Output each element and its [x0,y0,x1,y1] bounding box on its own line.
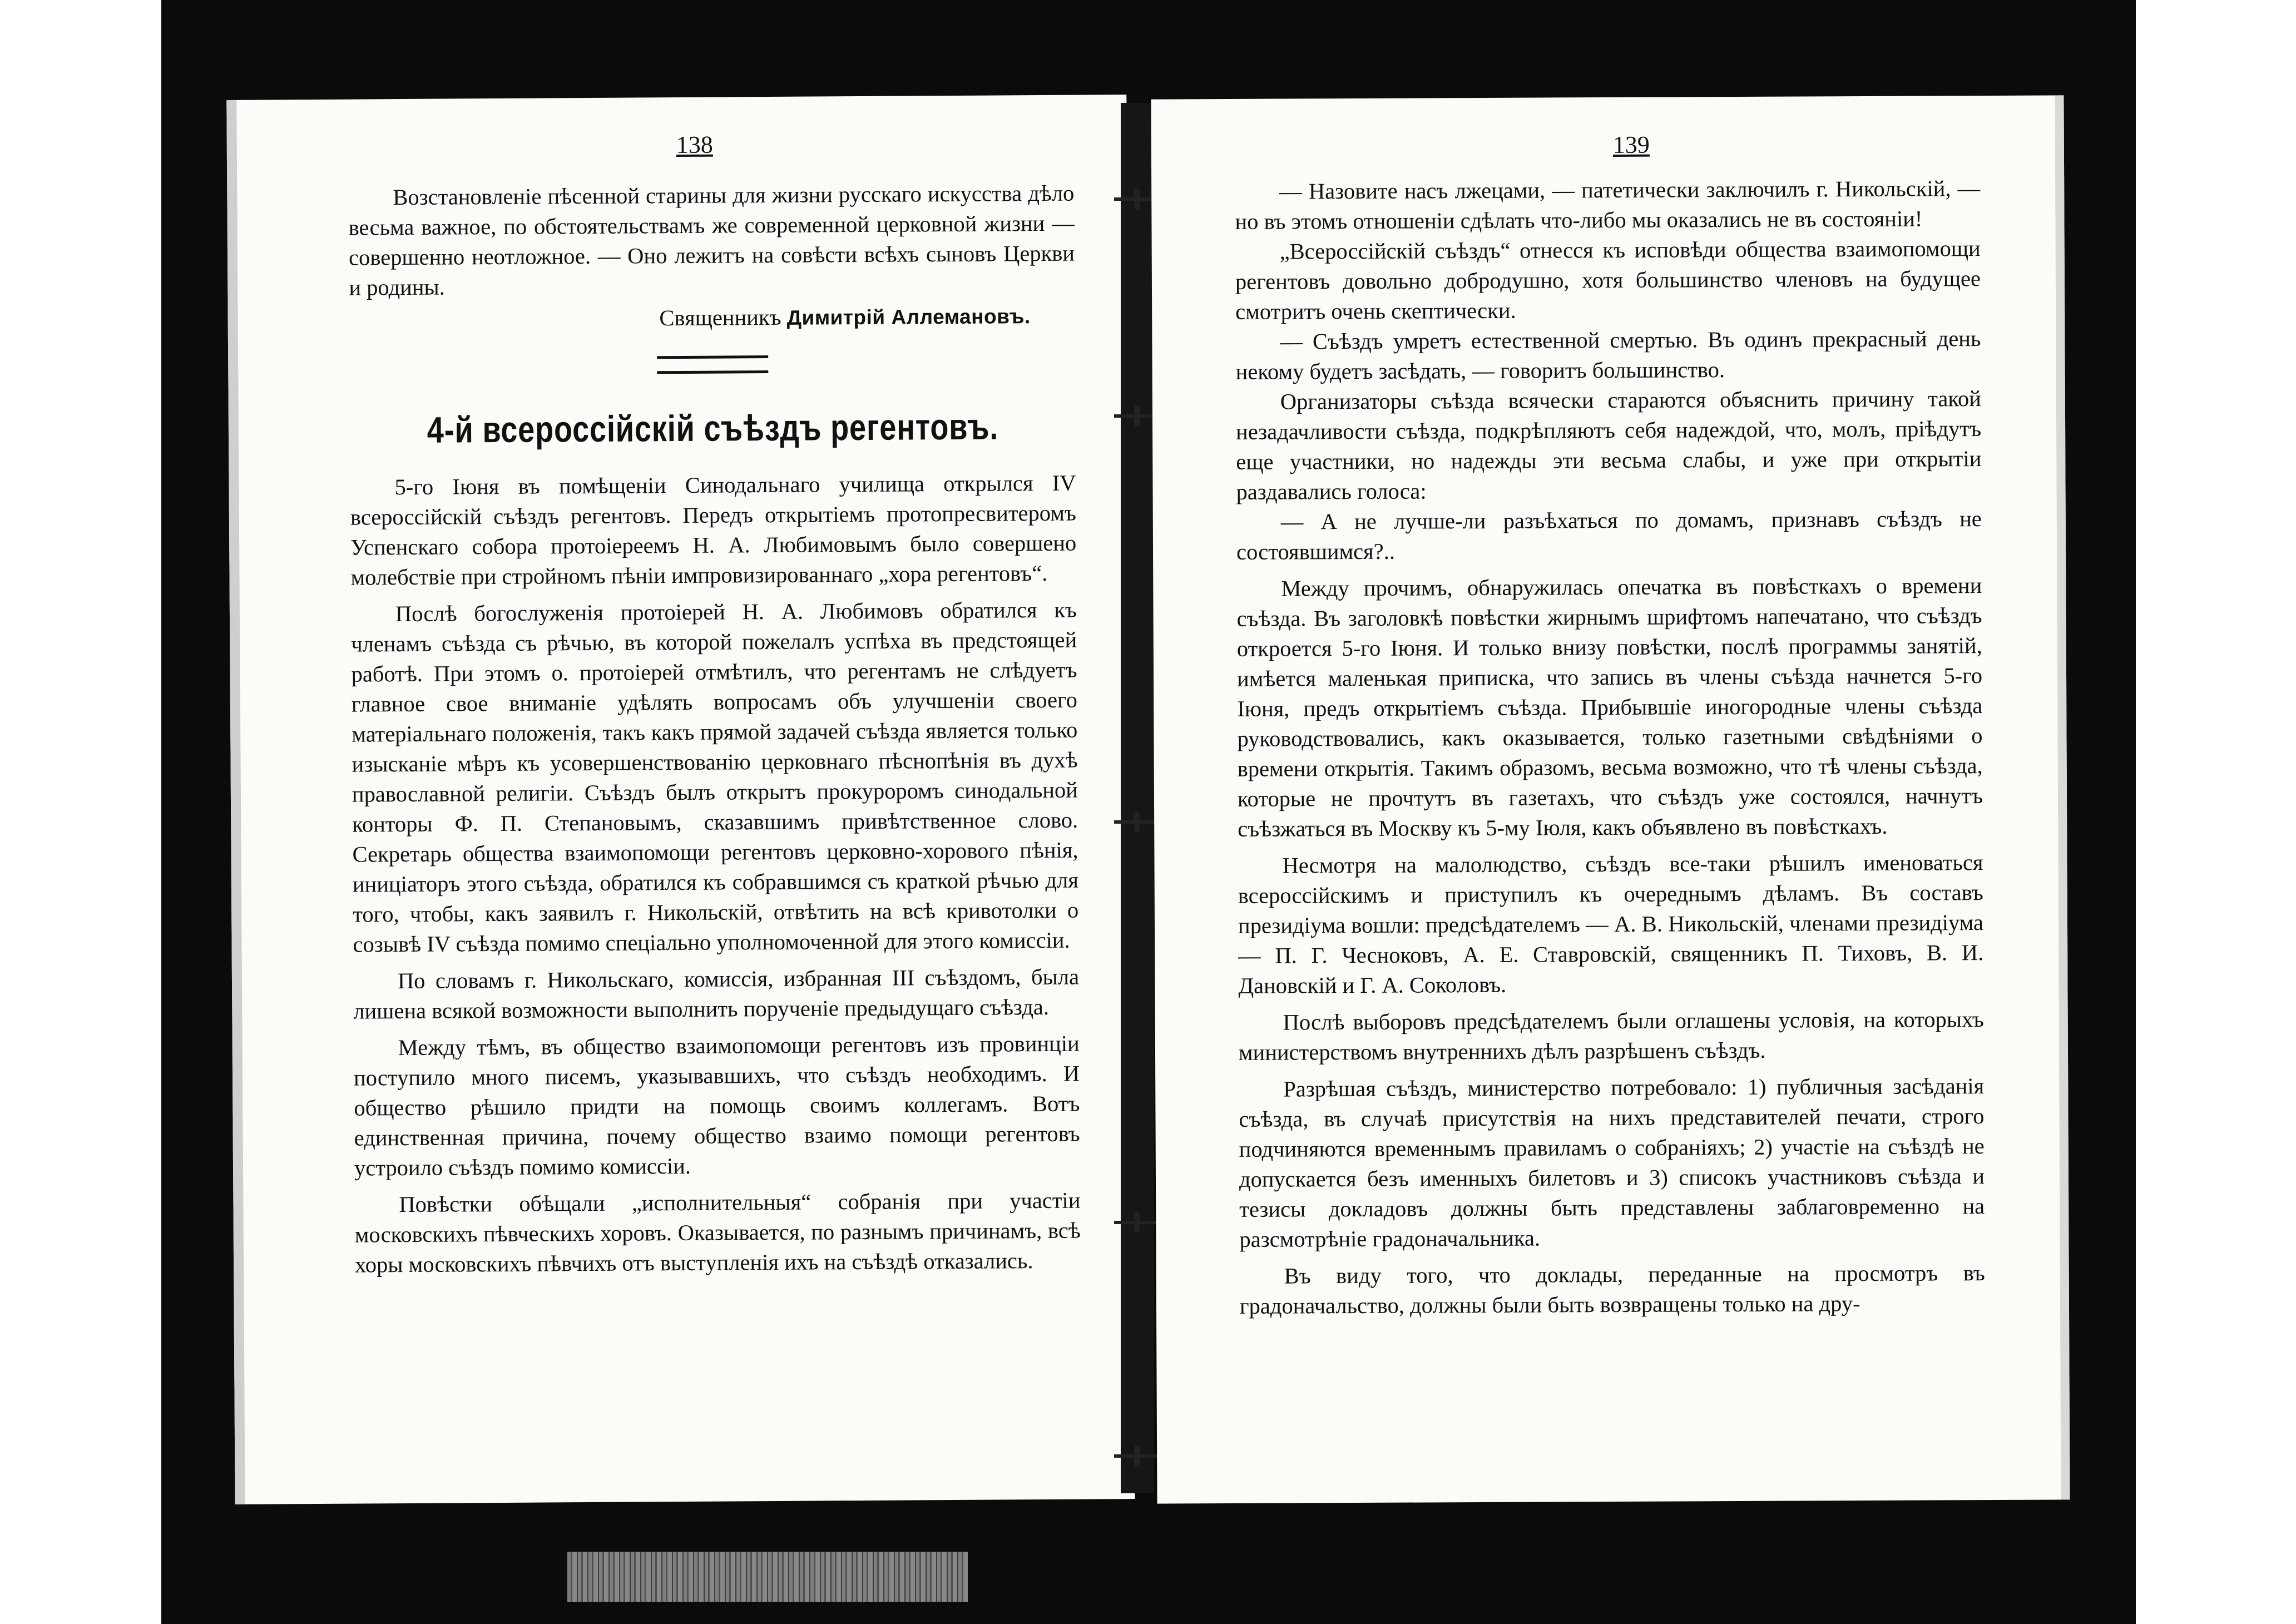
page-number-left: 138 [676,131,713,159]
paragraph: Разрѣшая съѣздъ, министерство потребовало: 1) публичныя засѣданія съѣзда, въ случаѣ присутствія на нихъ представителей печати, строго подчиняются временнымъ правиламъ о собраніяхъ; 2) участіе на съѣздѣ не допускается безъ именныхъ билетовъ и 3) списокъ участниковъ съѣзда и тезисы докладовъ должны быть представлены заблаговременно на разсмотрѣніе градоначальника. [1239,1073,1985,1252]
paragraph: По словамъ г. Никольскаго, комиссія, избранная III съѣздомъ, была лишена всякой возможности выполнить порученіе предыдущаго съѣзда. [353,964,1080,1024]
signature-name: Димитрій Аллемановъ. [786,305,1031,329]
right-page [1151,95,2070,1503]
binding-stitch [1114,1221,1161,1224]
paragraph: Между тѣмъ, въ общество взаимопомощи регентовъ изъ провинціи поступило много писемъ, указывавшихъ, что съѣздъ необходимъ. И общество рѣшило придти на помощь своимъ коллегамъ. Вотъ единственная причина, почему общество взаимо помощи регентовъ устроило съѣздъ помимо комиссіи. [353,1031,1080,1181]
open-book-spread [231,97,2058,1502]
article-title: 4-й всероссійскій съѣздъ регентовъ. [427,405,999,450]
paragraph: Послѣ выборовъ предсѣдателемъ были оглашены условія, на которыхъ министерствомъ внутреннихъ дѣлъ разрѣшенъ съѣздъ. [1238,1007,1984,1065]
right-page-text [1235,174,1985,1321]
paragraph: 5-го Іюня въ помѣщеніи Синодальнаго училища открылся IV всероссійскій съѣздъ регентовъ. Передъ открытіемъ протопресвитеромъ Успенскаго собора протоіереемъ Н. А. Любимовымъ было совершено молебствіе при стройномъ пѣніи импровизированнаго „хора регентовъ“. [350,470,1077,590]
paragraph: — А не лучше-ли разъѣхаться по домамъ, признавъ съѣздъ не состоявшимся?.. [1236,506,1982,565]
binding-stitch [1114,1454,1161,1458]
page-number-right: 139 [1612,131,1650,159]
paragraph: Послѣ богослуженія протоіерей Н. А. Любимовъ обратился къ членамъ съѣзда съ рѣчью, въ которой пожелалъ успѣха въ предстоящей работѣ. При этомъ о. протоіерей отмѣтилъ, что регентамъ не слѣдуетъ главное свое вниманіе удѣлять вопросамъ объ улучшеніи своего матеріальнаго положенія, такъ какъ прямой задачей съѣзда является только изысканіе мѣръ къ усовершенствованію церковнаго пѣснопѣнія въ духѣ православной религіи. Съѣздъ былъ открытъ прокуроромъ синодальной конторы Ф. П. Степановымъ, сказавшимъ привѣтственное слово. Секретарь общества взаимопомощи регентовъ церковно-хорового пѣнія, иниціаторъ этого съѣзда, обратился къ собравшимся съ краткой рѣчью для того, чтобы, какъ заявилъ г. Никольскій, отвѣтить на всѣ кривотолки о созывѣ IV съѣзда помимо спеціально уполномоченной для этого комиссіи. [351,597,1079,957]
paragraph: Повѣстки обѣщали „исполнительныя“ собранія при участіи московскихъ пѣвческихъ хоровъ. Оказывается, по разнымъ причинамъ, всѣ хоры московскихъ пѣвчихъ отъ выступленія ихъ на съѣздѣ отказались. [354,1187,1081,1278]
paragraph: Несмотря на малолюдство, съѣздъ все-таки рѣшилъ именоваться всероссійскимъ и приступилъ къ очереднымъ дѣламъ. Въ составъ президіума вошли: предсѣдателемъ — А. В. Никольскій, членами президіума — П. Г. Чесноковъ, А. Е. Ставровскій, священникъ П. Тиховъ, В. И. Дановскій и Г. А. Соколовъ. [1238,850,1984,998]
book-spine [1121,103,1154,1493]
intro-paragraph: Возстановленіе пѣсенной старины для жизни русскаго искусства дѣло весьма важное, по обстоятельствамъ же современной церковной жизни — совершенно неотложное. — Оно лежитъ на совѣсти всѣхъ сыновъ Церкви и родины. [348,180,1075,300]
left-page [226,95,1135,1504]
signature-prefix: Священникъ [659,304,781,331]
paragraph: „Всероссійскій съѣздъ“ отнесся къ исповѣди общества взаимопомощи регентовъ довольно добродушно, хотя большинство членовъ на будущее смотритъ очень скептически. [1235,236,1981,324]
paragraph: — Назовите насъ лжецами, — патетически заключилъ г. Никольскій, — но въ этомъ отношеніи сдѣлать что-либо мы оказались не въ состояніи! [1235,176,1981,234]
paragraph: Организаторы съѣзда всячески стараются объяснить причину такой незадачливости съѣзда, подкрѣпляютъ себя надеждой, что, молъ, пріѣдутъ еще участники, но надежды эти весьма слабы, и уже при открытіи раздавались голоса: [1236,386,1982,504]
signature [349,301,1075,336]
paragraph: Въ виду того, что доклады, переданные на просмотръ въ градоначальство, должны были быть возвращены только на дру- [1239,1260,1985,1319]
paragraph: — Съѣздъ умретъ естественной смертью. Въ одинъ прекрасный день некому будетъ засѣдать, — говоритъ большинство. [1235,326,1981,384]
section-divider [657,355,768,374]
scan-artifact [567,1552,968,1602]
paragraph: Между прочимъ, обнаружилась опечатка въ повѣсткахъ о времени съѣзда. Въ заголовкѣ повѣстки жирнымъ шрифтомъ напечатано, что съѣздъ откроется 5-го Іюня. И только внизу повѣстки, послѣ программы занятій, имѣется маленькая приписка, что запись въ члены съѣзда начнется 5-го Іюня, предъ открытіемъ съѣзда. Прибывшіе иногородные члены съѣзда руководствовались, какъ оказывается, только газетными свѣдѣніями о времени открытія. Такимъ образомъ, весьма возможно, что тѣ члены съѣзда, которые не прочтутъ въ газетахъ, что съѣздъ уже состоялся, начнутъ съѣзжаться въ Москву къ 5-му Іюля, какъ объявлено въ повѣсткахъ. [1236,573,1983,841]
left-page-text [348,179,1081,1280]
